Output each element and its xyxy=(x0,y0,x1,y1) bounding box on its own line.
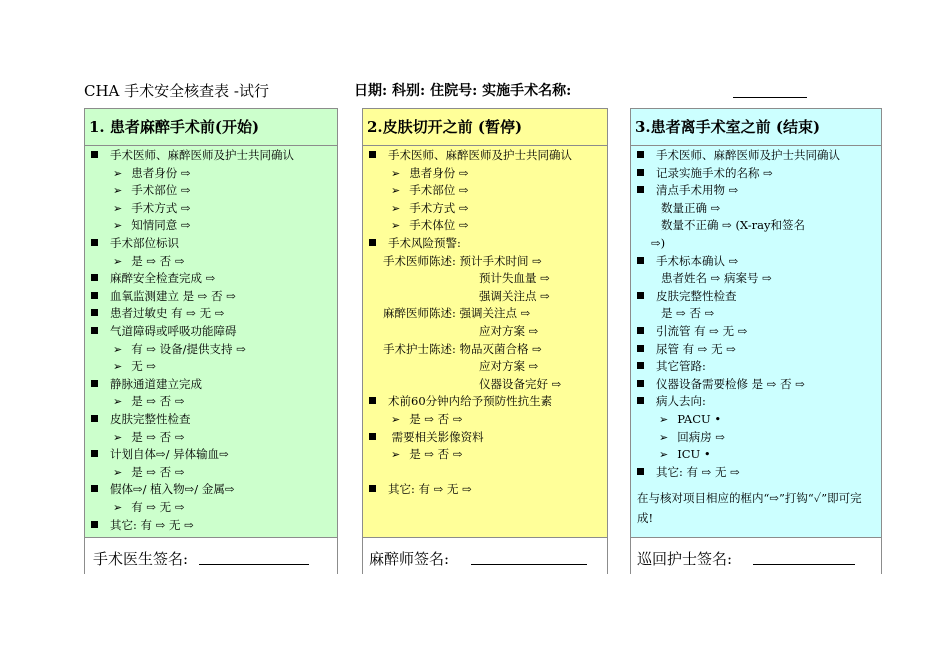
checklist-label: 其它: 有 ⇨ 无 ⇨ xyxy=(656,464,740,479)
checklist-label: 其它: 有 ⇨ 无 ⇨ xyxy=(110,517,194,532)
checklist-label: 手术体位 ⇨ xyxy=(409,218,469,233)
checklist-text xyxy=(661,270,772,287)
checklist-text xyxy=(369,393,552,410)
checklist-text xyxy=(391,217,469,234)
checklist-text xyxy=(91,481,234,498)
arrow-bullet-icon: ➢ xyxy=(391,448,401,462)
square-bullet-icon xyxy=(637,468,644,475)
square-bullet-icon xyxy=(91,380,98,387)
checklist-text xyxy=(369,481,472,498)
checklist-text xyxy=(661,217,805,234)
arrow-bullet-icon: ➢ xyxy=(113,395,123,409)
checklist-text xyxy=(113,341,246,358)
column-before-incision xyxy=(362,108,608,574)
checklist-label: 强调关注点 ⇨ xyxy=(479,288,550,303)
checklist-label: 血氧监测建立 是 ⇨ 否 ⇨ xyxy=(110,288,236,303)
column-panel xyxy=(631,109,881,538)
checklist-text xyxy=(113,358,156,375)
arrow-bullet-icon: ➢ xyxy=(391,184,401,198)
square-bullet-icon xyxy=(369,151,376,158)
checklist-text xyxy=(659,446,711,463)
checklist-label: 手术医师、麻醉医师及护士共同确认 xyxy=(656,148,840,162)
square-bullet-icon xyxy=(637,257,644,264)
checklist-label: 需要相关影像资料 xyxy=(388,429,484,444)
checklist-label: 仪器设备需要检修 是 ⇨ 否 ⇨ xyxy=(656,376,805,391)
checklist-text xyxy=(383,253,542,270)
checklist-label: 仪器设备完好 ⇨ xyxy=(479,376,562,391)
checklist-text xyxy=(91,147,294,164)
checklist-text xyxy=(369,147,572,164)
checklist-text xyxy=(91,376,202,393)
checklist-label: 手术医师、麻醉医师及护士共同确认 xyxy=(110,148,294,162)
checklist-text xyxy=(637,393,706,410)
checklist-text xyxy=(661,305,714,322)
checklist-label: 气道障碍或呼吸功能障碍 xyxy=(110,324,237,338)
checklist-text xyxy=(637,323,747,340)
checklist-text xyxy=(479,358,538,375)
form-title: CHA 手术安全核查表 -试行 xyxy=(84,82,269,100)
checklist-label: 清点手术用物 ⇨ xyxy=(656,183,739,198)
square-bullet-icon xyxy=(369,485,376,492)
column-panel xyxy=(363,109,607,538)
checklist-label: 手术医师陈述: 预计手术时间 ⇨ xyxy=(383,253,542,268)
surgery-name-line xyxy=(733,97,807,98)
arrow-bullet-icon: ➢ xyxy=(659,448,669,462)
square-bullet-icon xyxy=(91,327,98,334)
checklist-label: 患者身份 ⇨ xyxy=(131,165,191,180)
checklist-text xyxy=(91,305,224,322)
checklist-text xyxy=(637,253,738,270)
arrow-bullet-icon: ➢ xyxy=(113,254,123,268)
square-bullet-icon xyxy=(369,397,376,404)
checklist-text xyxy=(637,464,740,481)
column-title: 2.皮肤切开之前 (暂停) xyxy=(363,109,607,146)
checklist-text xyxy=(369,235,461,252)
checklist-text xyxy=(637,376,805,393)
checklist-text xyxy=(637,341,736,358)
checklist-label: 是 ⇨ 否 ⇨ xyxy=(131,429,185,444)
checklist-text xyxy=(91,411,191,428)
checklist-label: 其它: 有 ⇨ 无 ⇨ xyxy=(388,482,472,497)
signature-label: 巡回护士签名: xyxy=(637,550,733,568)
arrow-bullet-icon: ➢ xyxy=(113,501,123,514)
checklist-label: 手术部位 ⇨ xyxy=(409,183,469,198)
checklist-label: 是 ⇨ 否 ⇨ xyxy=(409,412,463,426)
checklist-label: 麻醉安全检查完成 ⇨ xyxy=(110,271,216,286)
square-bullet-icon xyxy=(369,433,376,440)
checklist-text xyxy=(637,182,738,199)
checklist-text xyxy=(113,217,191,234)
checklist-label: 无 ⇨ xyxy=(131,359,157,374)
checklist-text xyxy=(479,288,550,305)
instruction-note: 在与核对项目相应的框内“⇨”打钩“✓”即可完成! xyxy=(637,491,862,525)
checklist-text xyxy=(391,411,462,428)
checklist-text xyxy=(651,235,665,252)
checklist-text xyxy=(91,446,229,463)
arrow-bullet-icon: ➢ xyxy=(113,342,123,356)
checklist-label: PACU • xyxy=(677,412,722,426)
checklist-label: 术前60分钟内给予预防性抗生素 xyxy=(388,394,553,409)
checklist-text xyxy=(91,517,194,534)
arrow-bullet-icon: ➢ xyxy=(113,465,123,479)
square-bullet-icon xyxy=(637,327,644,334)
square-bullet-icon xyxy=(637,362,644,369)
checklist-text xyxy=(91,288,236,305)
checklist-text xyxy=(637,165,773,182)
checklist-text xyxy=(113,429,184,446)
checklist-label: 知情同意 ⇨ xyxy=(131,218,191,233)
checklist-text xyxy=(391,182,469,199)
checklist-text xyxy=(637,358,706,375)
checklist-text xyxy=(91,235,179,252)
checklist-text xyxy=(659,411,721,428)
checklist-text xyxy=(113,253,184,270)
square-bullet-icon xyxy=(91,309,98,316)
signature-line[interactable] xyxy=(471,564,587,565)
checklist-label: 皮肤完整性检查 xyxy=(110,412,191,426)
header xyxy=(84,80,884,104)
signature-row xyxy=(85,539,337,575)
signature-line[interactable] xyxy=(753,564,855,565)
checklist-text xyxy=(479,376,561,393)
checklist-label: 假体⇨/ 植入物⇨/ 金属⇨ xyxy=(110,482,235,497)
checklist-label: 手术方式 ⇨ xyxy=(409,200,469,215)
checklist-text xyxy=(383,305,530,322)
checklist-label: 预计失血量 ⇨ xyxy=(479,271,550,286)
square-bullet-icon xyxy=(91,485,98,492)
checklist-label: 病人去向: xyxy=(656,394,706,409)
checklist-label: 其它管路: xyxy=(656,359,706,374)
checklist-label: 应对方案 ⇨ xyxy=(479,359,539,374)
checklist-label: 患者身份 ⇨ xyxy=(409,165,469,180)
square-bullet-icon xyxy=(91,239,98,246)
checklist-text xyxy=(391,200,469,217)
checklist-text xyxy=(113,393,184,410)
checklist-text xyxy=(113,464,184,481)
square-bullet-icon xyxy=(91,521,98,528)
arrow-bullet-icon: ➢ xyxy=(391,166,401,180)
checklist-text xyxy=(113,499,184,516)
signature-row xyxy=(363,539,607,575)
checklist-label: ICU • xyxy=(677,447,711,462)
checklist-label: 患者姓名 ⇨ 病案号 ⇨ xyxy=(661,271,772,286)
checklist-text xyxy=(383,341,542,358)
arrow-bullet-icon: ➢ xyxy=(113,360,123,374)
square-bullet-icon xyxy=(91,415,98,422)
checklist-label: 引流管 有 ⇨ 无 ⇨ xyxy=(656,324,748,338)
arrow-bullet-icon: ➢ xyxy=(659,430,669,444)
checklist-label: 有 ⇨ 无 ⇨ xyxy=(131,500,185,514)
checklist-label: 记录实施手术的名称 ⇨ xyxy=(656,165,773,180)
checklist-label: 手术标本确认 ⇨ xyxy=(656,253,739,268)
square-bullet-icon xyxy=(91,151,98,158)
checklist-label: 手术护士陈述: 物品灭菌合格 ⇨ xyxy=(383,341,542,356)
checklist-text xyxy=(661,200,720,217)
header-fields: 日期: 科别: 住院号: 实施手术名称: xyxy=(354,83,572,99)
signature-label: 麻醉师签名: xyxy=(369,550,450,568)
checklist-text xyxy=(391,165,469,182)
arrow-bullet-icon: ➢ xyxy=(113,166,123,180)
checklist-text xyxy=(113,165,191,182)
arrow-bullet-icon: ➢ xyxy=(113,201,123,215)
checklist-label: 皮肤完整性检查 xyxy=(656,288,737,303)
column-panel xyxy=(85,109,337,538)
arrow-bullet-icon: ➢ xyxy=(113,430,123,444)
column-title: 3.患者离手术室之前 (结束) xyxy=(631,109,881,146)
checklist-label: 回病房 ⇨ xyxy=(677,429,726,444)
checklist-label: 手术方式 ⇨ xyxy=(131,200,191,215)
square-bullet-icon xyxy=(369,239,376,246)
square-bullet-icon xyxy=(91,274,98,281)
checklist-text xyxy=(479,270,550,287)
checklist-text xyxy=(659,429,725,446)
checklist-label: 手术医师、麻醉医师及护士共同确认 xyxy=(388,148,572,162)
checklist-label: 是 ⇨ 否 ⇨ xyxy=(131,394,185,409)
checklist-label: 数量正确 ⇨ xyxy=(661,200,721,215)
checklist-label: 是 ⇨ 否 ⇨ xyxy=(131,464,185,479)
arrow-bullet-icon: ➢ xyxy=(659,413,669,426)
checklist-label: 尿管 有 ⇨ 无 ⇨ xyxy=(656,341,736,356)
square-bullet-icon xyxy=(637,169,644,176)
square-bullet-icon xyxy=(91,450,98,457)
signature-line[interactable] xyxy=(199,564,309,565)
checklist-label: 手术部位 ⇨ xyxy=(131,183,191,198)
checklist-label: 是 ⇨ 否 ⇨ xyxy=(661,306,715,321)
checklist-text xyxy=(91,270,215,287)
arrow-bullet-icon: ➢ xyxy=(113,219,123,233)
column-title: 1. 患者麻醉手术前(开始) xyxy=(85,109,337,146)
checklist-label: 麻醉医师陈述: 强调关注点 ⇨ xyxy=(383,306,531,321)
checklist-label: ⇨) xyxy=(651,236,666,250)
checklist-text xyxy=(637,147,840,164)
checklist-text xyxy=(369,429,484,446)
checklist-label: 数量不正确 ⇨ (X-ray和签名 xyxy=(661,218,805,233)
checklist-label: 有 ⇨ 设备/提供支持 ⇨ xyxy=(131,341,246,356)
checklist-label: 静脉通道建立完成 xyxy=(110,376,202,391)
checklist-text xyxy=(479,323,538,340)
square-bullet-icon xyxy=(637,292,644,299)
column-before-leaving xyxy=(630,108,882,574)
checklist-label: 手术风险预警: xyxy=(388,236,461,250)
checklist-text xyxy=(391,446,462,463)
square-bullet-icon xyxy=(637,380,644,387)
checklist-text xyxy=(113,200,191,217)
column-before-anesthesia xyxy=(84,108,338,574)
arrow-bullet-icon: ➢ xyxy=(113,184,123,198)
square-bullet-icon xyxy=(637,345,644,352)
checklist-label: 手术部位标识 xyxy=(110,236,179,250)
checklist-text xyxy=(91,323,237,340)
square-bullet-icon xyxy=(91,292,98,299)
checklist-label: 是 ⇨ 否 ⇨ xyxy=(409,447,463,462)
signature-row xyxy=(631,539,881,575)
arrow-bullet-icon: ➢ xyxy=(391,201,401,215)
checklist-text xyxy=(637,288,737,305)
checklist-label: 是 ⇨ 否 ⇨ xyxy=(131,253,185,268)
square-bullet-icon xyxy=(637,186,644,193)
checklist-label: 患者过敏史 有 ⇨ 无 ⇨ xyxy=(110,306,225,321)
arrow-bullet-icon: ➢ xyxy=(391,413,401,426)
arrow-bullet-icon: ➢ xyxy=(391,219,401,233)
checklist-label: 应对方案 ⇨ xyxy=(479,324,539,338)
checklist-label: 计划自体⇨/ 异体输血⇨ xyxy=(110,447,229,462)
square-bullet-icon xyxy=(637,397,644,404)
checklist-text xyxy=(113,182,191,199)
square-bullet-icon xyxy=(637,151,644,158)
signature-label: 手术医生签名: xyxy=(93,550,189,568)
